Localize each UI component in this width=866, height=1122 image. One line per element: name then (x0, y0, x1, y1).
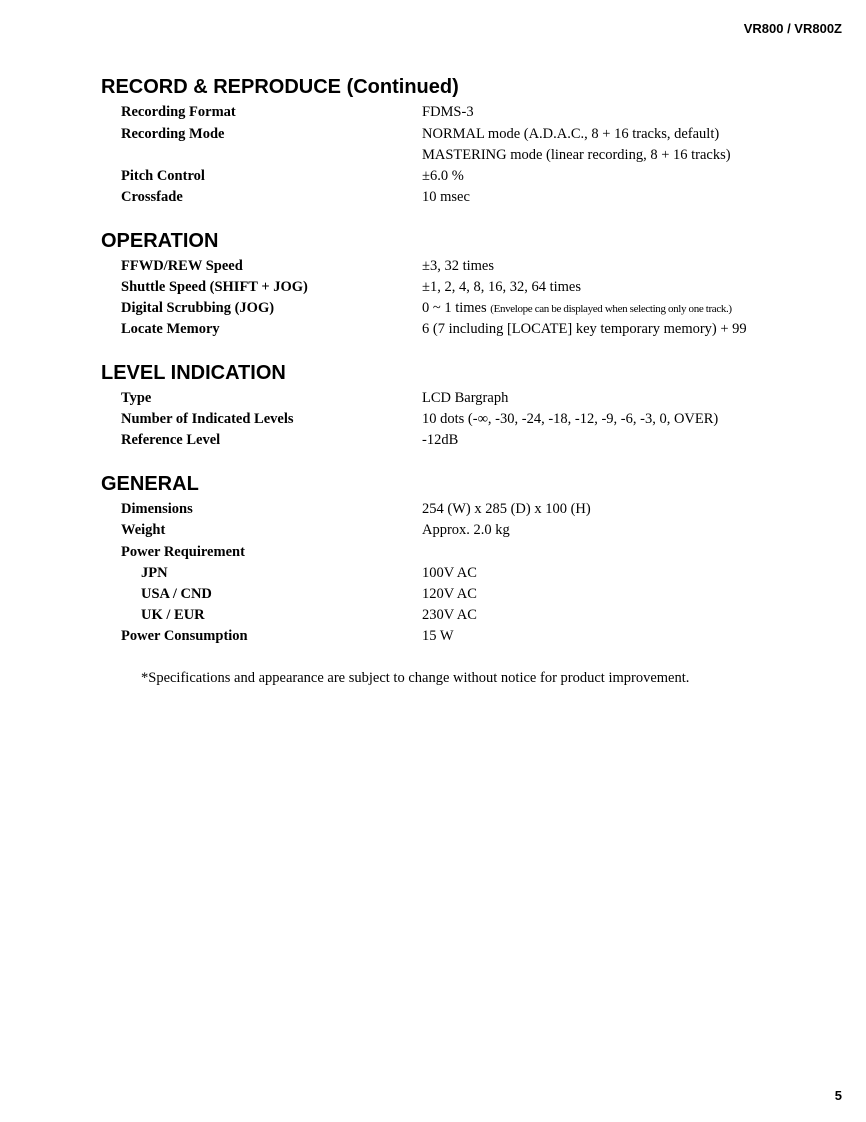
locate-memory-label: Locate Memory (121, 321, 220, 337)
dimensions-label: Dimensions (121, 501, 193, 517)
recording-format-value: FDMS-3 (422, 104, 474, 120)
indicated-levels-value: 10 dots (-∞, -30, -24, -18, -12, -9, -6, -3, 0, OVER) (422, 411, 719, 427)
digital-scrubbing-label: Digital Scrubbing (JOG) (121, 300, 275, 316)
level-type-value: LCD Bargraph (422, 390, 509, 406)
weight-label: Weight (121, 522, 166, 538)
footnote: *Specifications and appearance are subject to change without notice for product improvement. (141, 670, 690, 686)
weight-value: Approx. 2.0 kg (422, 522, 510, 538)
digital-scrubbing-times: 0 ~ 1 times (422, 300, 487, 316)
shuttle-speed-value: ±1, 2, 4, 8, 16, 32, 64 times (422, 279, 581, 295)
power-requirement-label: Power Requirement (121, 544, 245, 560)
recording-mode-value-mastering: MASTERING mode (linear recording, 8 + 16 tracks) (422, 147, 731, 163)
section-title-level-indication: LEVEL INDICATION (101, 362, 286, 384)
dimensions-value: 254 (W) x 285 (D) x 100 (H) (422, 501, 591, 517)
header-model: VR800 / VR800Z (743, 21, 842, 36)
power-jpn-label: JPN (141, 565, 168, 581)
recording-mode-value-normal: NORMAL mode (A.D.A.C., 8 + 16 tracks, default) (422, 126, 720, 142)
power-usa-cnd-value: 120V AC (422, 586, 477, 602)
locate-memory-value: 6 (7 including [LOCATE] key temporary memory) + 99 (422, 321, 747, 337)
digital-scrubbing-note: (Envelope can be displayed when selecting only one track.) (490, 303, 732, 315)
recording-format-label: Recording Format (121, 104, 236, 120)
reference-level-label: Reference Level (121, 432, 221, 448)
digital-scrubbing-value (422, 299, 732, 318)
power-uk-eur-value: 230V AC (422, 607, 477, 623)
power-usa-cnd-label: USA / CND (141, 586, 212, 602)
power-consumption-label: Power Consumption (121, 628, 248, 644)
section-title-record-reproduce: RECORD & REPRODUCE (Continued) (101, 76, 459, 98)
section-title-general: GENERAL (101, 473, 199, 495)
power-jpn-value: 100V AC (422, 565, 477, 581)
reference-level-value: -12dB (422, 432, 459, 448)
power-consumption-value: 15 W (422, 628, 454, 644)
indicated-levels-label: Number of Indicated Levels (121, 411, 294, 427)
pitch-control-value: ±6.0 % (422, 168, 464, 184)
level-type-label: Type (121, 390, 152, 406)
shuttle-speed-label: Shuttle Speed (SHIFT + JOG) (121, 279, 308, 295)
ffwd-rew-speed-value: ±3, 32 times (422, 258, 494, 274)
crossfade-value: 10 msec (422, 189, 470, 205)
crossfade-label: Crossfade (121, 189, 183, 205)
pitch-control-label: Pitch Control (121, 168, 205, 184)
recording-mode-label: Recording Mode (121, 126, 225, 142)
ffwd-rew-speed-label: FFWD/REW Speed (121, 258, 243, 274)
page-number: 5 (834, 1088, 842, 1103)
section-title-operation: OPERATION (101, 230, 219, 252)
power-uk-eur-label: UK / EUR (141, 607, 205, 623)
